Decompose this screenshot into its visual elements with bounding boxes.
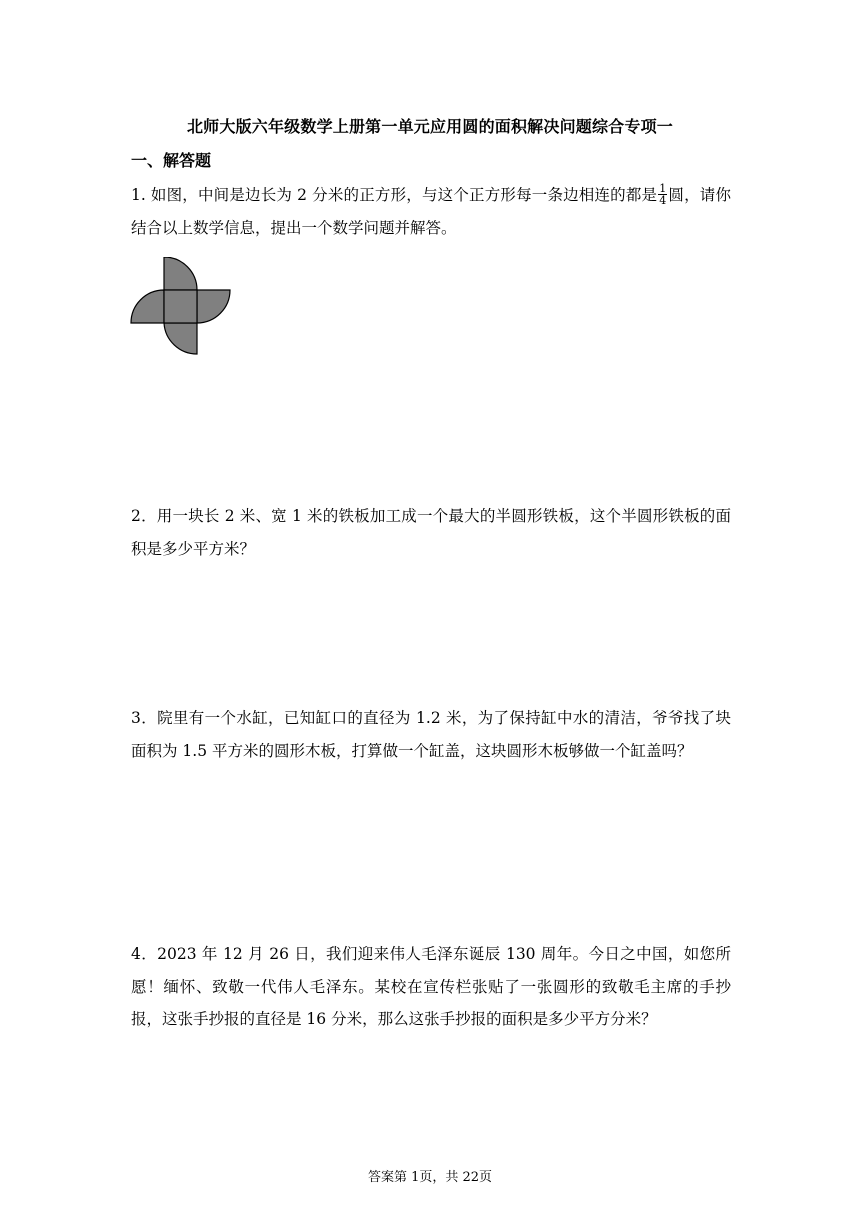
- quarter-circle-bottom: [164, 323, 197, 354]
- question-1-text-after: 圆，请你结合以上数学信息，提出一个数学问题并解答。: [131, 186, 731, 237]
- section-heading: 一、解答题: [131, 151, 212, 170]
- question-4: 4．2023 年 12 月 26 日，我们迎来伟人毛泽东诞辰 130 周年。今日之中国，如您所愿！缅怀、致敬一代伟人毛泽东。某校在宣传栏张贴了一张圆形的致敬毛主席的手抄报，这张手抄报的直径是 16 分米，那么这张手抄报的面积是多少平方分米？: [131, 945, 731, 1028]
- fraction-numerator: 1: [659, 181, 667, 195]
- page-footer: 答案第 1页，共 22页: [367, 1170, 493, 1185]
- quarter-circle-left: [131, 290, 164, 323]
- center-square: [164, 290, 197, 323]
- quarter-circle-right: [197, 290, 230, 323]
- pinwheel-figure: [130, 257, 232, 355]
- fraction-denominator: 4: [659, 193, 667, 207]
- question-1: [131, 179, 731, 244]
- quarter-circle-top: [164, 257, 197, 290]
- question-3: 3．院里有一个水缸，已知缸口的直径为 1.2 米，为了保持缸中水的清洁，爷爷找了块面积为 1.5 平方米的圆形木板，打算做一个缸盖，这块圆形木板够做一个缸盖吗？: [131, 709, 731, 760]
- page-title: 北师大版六年级数学上册第一单元应用圆的面积解决问题综合专项一: [186, 117, 673, 136]
- quarter-fraction: [658, 183, 667, 206]
- question-1-text-before: 1. 如图，中间是边长为 2 分米的正方形，与这个正方形每一条边相连的都是: [131, 186, 658, 204]
- question-2: 2．用一块长 2 米、宽 1 米的铁板加工成一个最大的半圆形铁板，这个半圆形铁板的面积是多少平方米？: [131, 507, 731, 558]
